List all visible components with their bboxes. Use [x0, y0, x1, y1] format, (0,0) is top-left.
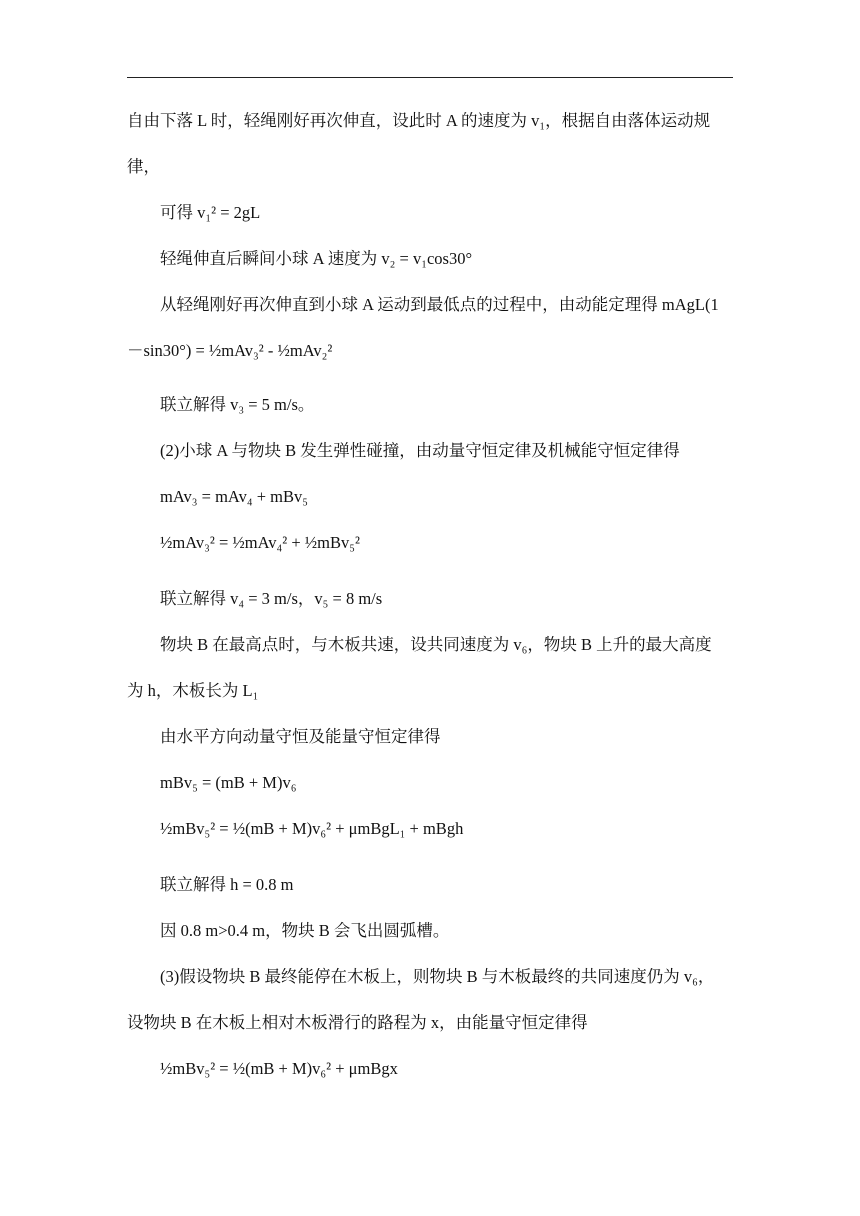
text-line-20: 设物块 B 在木板上相对木板滑行的路程为 x，由能量守恒定律得: [127, 1013, 588, 1032]
text-line-3: 可得 v₁² = 2gL: [160, 203, 261, 222]
text-line-8: (2)小球 A 与物块 B 发生弹性碰撞，由动量守恒定律及机械能守恒定律得: [160, 441, 680, 460]
text-line-18: 因 0.8 m>0.4 m，物块 B 会飞出圆弧槽。: [160, 921, 450, 940]
header-rule: [127, 77, 733, 78]
text-line-17: 联立解得 h = 0.8 m: [160, 875, 294, 894]
text-line-4: 轻绳伸直后瞬间小球 A 速度为 v₂ = v₁cos30°: [160, 249, 473, 268]
text-line-7: 联立解得 v₃ = 5 m/s。: [160, 395, 315, 414]
text-line-1: 自由下落 L 时，轻绳刚好再次伸直，设此时 A 的速度为 v₁，根据自由落体运动规: [127, 111, 711, 130]
text-line-11: 联立解得 v₄ = 3 m/s，v₅ = 8 m/s: [160, 589, 383, 608]
text-line-16: ½mBv₅² = ½(mB + M)v₆² + μmBgL₁ + mBgh: [160, 819, 464, 838]
text-line-9: mAv₃ = mAv₄ + mBv₅: [160, 487, 309, 506]
text-line-13: 为 h，木板长为 L₁: [127, 681, 259, 700]
text-line-19: (3)假设物块 B 最终能停在木板上，则物块 B 与木板最终的共同速度仍为 v₆，: [160, 967, 715, 986]
text-line-12: 物块 B 在最高点时，与木板共速，设共同速度为 v₆，物块 B 上升的最大高度: [160, 635, 712, 654]
text-line-21: ½mBv₅² = ½(mB + M)v₆² + μmBgx: [160, 1059, 398, 1078]
text-line-2: 律，: [127, 157, 160, 176]
text-line-10: ½mAv₃² = ½mAv₄² + ½mBv₅²: [160, 533, 360, 552]
text-line-5: 从轻绳刚好再次伸直到小球 A 运动到最低点的过程中，由动能定理得 mAgL(1: [160, 295, 719, 314]
text-line-14: 由水平方向动量守恒及能量守恒定律得: [160, 727, 441, 746]
text-line-15: mBv₅ = (mB + M)v₆: [160, 773, 297, 792]
text-line-6: －sin30°) = ½mAv₃² - ½mAv₂²: [127, 341, 333, 360]
